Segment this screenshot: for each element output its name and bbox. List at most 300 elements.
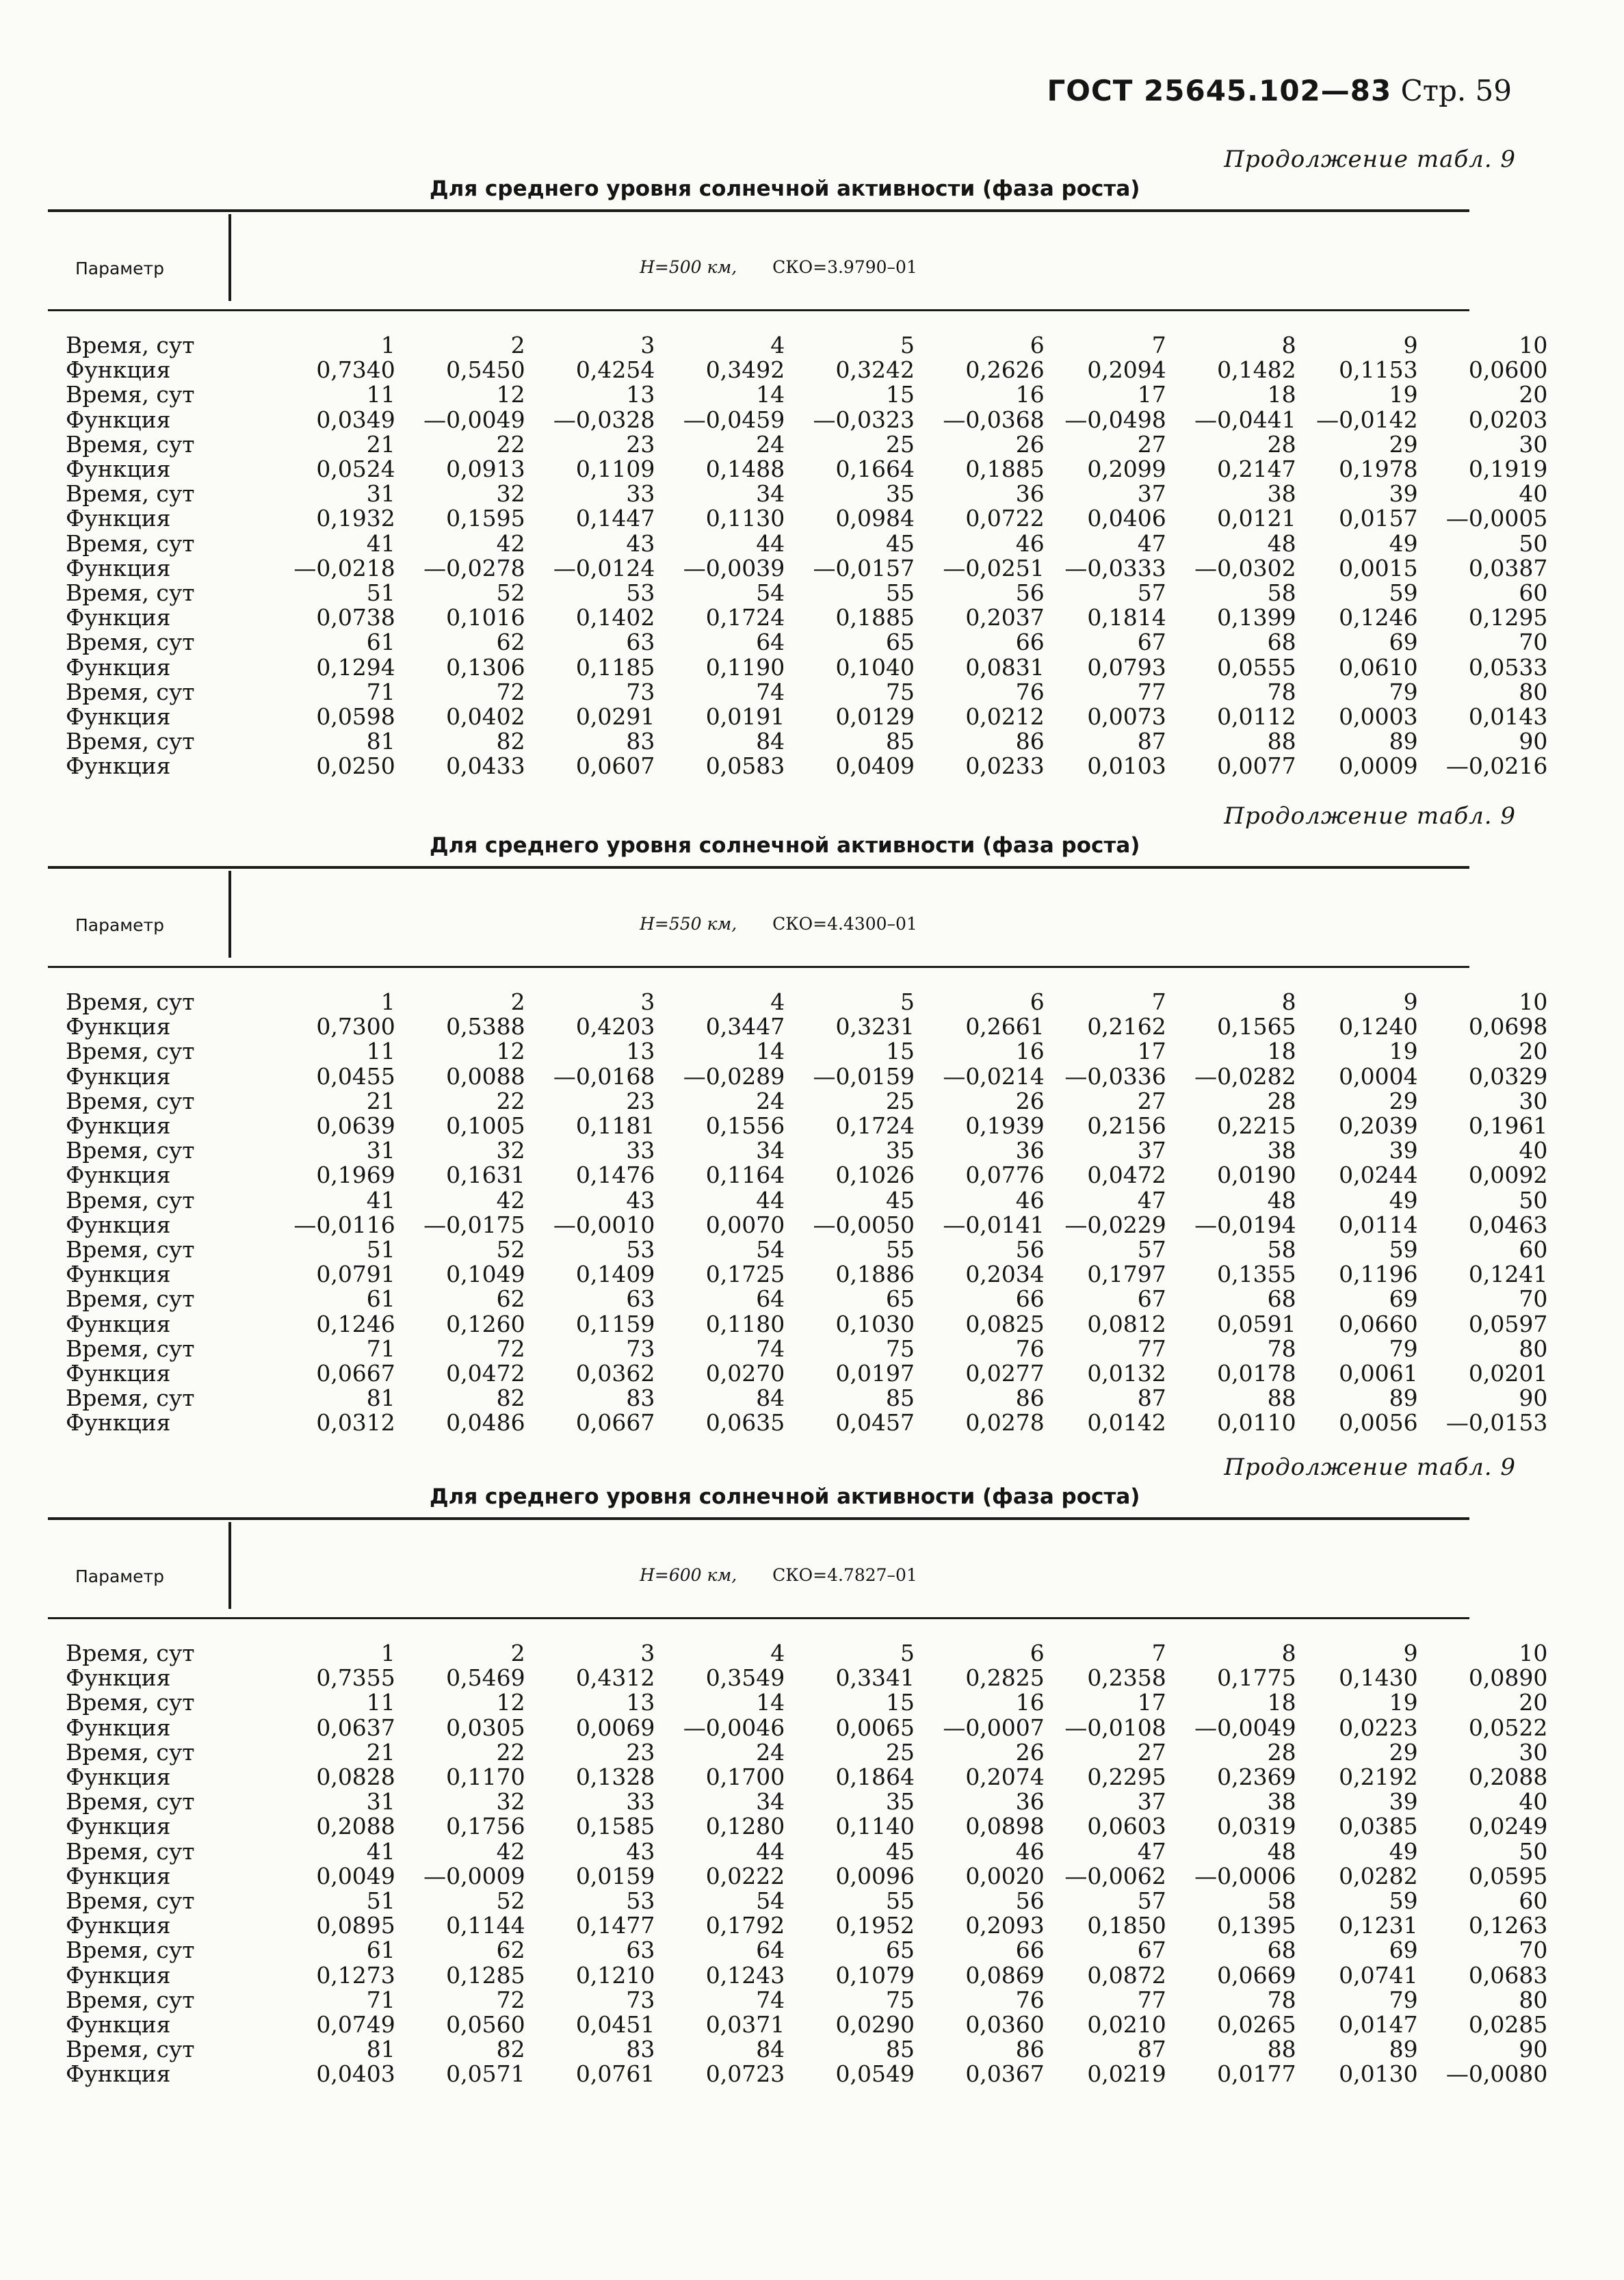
- table-row: [66, 1411, 1553, 1435]
- table-cell: 85: [885, 1385, 915, 1412]
- table-cell: 0,0831: [965, 653, 1045, 681]
- table-cell: 0,3242: [835, 356, 915, 384]
- table-cell: 0,0872: [1087, 1961, 1166, 1989]
- row-label: Функция: [66, 505, 171, 532]
- table-cell: 30: [1519, 1087, 1548, 1114]
- table-cell: 0,1409: [575, 1261, 655, 1288]
- table-cell: 46: [1015, 1186, 1045, 1214]
- row-label: Функция: [66, 406, 171, 433]
- row-label: Время, сут: [66, 728, 195, 755]
- table-cell: 0,0598: [316, 703, 395, 731]
- table-cell: 0,0210: [1087, 2011, 1166, 2039]
- table-cell: 11: [366, 1689, 395, 1716]
- table-cell: 0,0077: [1217, 752, 1296, 780]
- table-cell: 0,0129: [835, 703, 915, 731]
- table-cell: 39: [1389, 1137, 1418, 1164]
- table-cell: 0,0201: [1468, 1360, 1548, 1387]
- table-cell: 45: [885, 1186, 915, 1214]
- table-cell: 0,5469: [446, 1664, 525, 1692]
- table-cell: 0,2369: [1217, 1764, 1296, 1791]
- table-cell: 0,1243: [705, 1961, 785, 1989]
- table-cell: 0,0070: [705, 1211, 785, 1238]
- table-cell: 11: [366, 381, 395, 408]
- table-cell: 36: [1015, 1788, 1045, 1816]
- table-cell: 64: [756, 1285, 785, 1313]
- table-cell: 0,1700: [705, 1764, 785, 1791]
- table-cell: 0,1159: [575, 1310, 655, 1337]
- table-cell: 0,1153: [1339, 356, 1418, 384]
- table-cell: 0,1850: [1087, 1912, 1166, 1939]
- table-cell: 70: [1519, 1285, 1548, 1313]
- table-cell: 0,0159: [575, 1862, 655, 1889]
- table-cell: 83: [626, 728, 655, 755]
- table-cell: 12: [496, 1038, 525, 1065]
- table-cell: 13: [626, 381, 655, 408]
- table-cell: 0,0722: [965, 505, 1045, 532]
- table-cell: 1: [380, 332, 395, 358]
- table-cell: 0,1231: [1339, 1912, 1418, 1939]
- row-label: Функция: [66, 1261, 171, 1288]
- table-cell: 0,0738: [316, 604, 395, 631]
- table-cell: 0,0385: [1339, 1813, 1418, 1840]
- table-cell: 66: [1015, 1285, 1045, 1313]
- table-top-rule: [48, 1517, 1469, 1520]
- table-cell: 0,1725: [705, 1261, 785, 1288]
- table-cell: 0,1328: [575, 1764, 655, 1791]
- row-label: Функция: [66, 356, 171, 384]
- table-cell: 47: [1137, 1186, 1166, 1214]
- table-cell: 0,1919: [1468, 456, 1548, 483]
- table-cell: 22: [496, 430, 525, 458]
- table-cell: 21: [366, 1738, 395, 1766]
- table-cell: —0,0251: [943, 554, 1045, 581]
- table-cell: —0,0010: [553, 1211, 655, 1238]
- table-cell: 22: [496, 1087, 525, 1114]
- table-cell: 70: [1519, 1937, 1548, 1964]
- table-cell: 88: [1267, 1385, 1296, 1412]
- table-cell: 4: [770, 332, 785, 358]
- table-cell: —0,0229: [1064, 1211, 1166, 1238]
- table-cell: —0,0302: [1194, 554, 1296, 581]
- table-cell: 27: [1137, 1087, 1166, 1114]
- continuation-note: Продолжение табл. 9: [1224, 802, 1516, 830]
- table-cell: 41: [366, 529, 395, 557]
- table-cell: 0,0455: [316, 1062, 395, 1090]
- table-cell: 19: [1389, 381, 1418, 408]
- table-row: [66, 1814, 1553, 1839]
- table-row: [66, 754, 1553, 778]
- table-cell: 42: [496, 1186, 525, 1214]
- table-cell: 86: [1015, 728, 1045, 755]
- table-cell: 83: [626, 1385, 655, 1412]
- table-cell: 15: [885, 1038, 915, 1065]
- table-cell: 0,1932: [316, 505, 395, 532]
- table-row: [66, 1361, 1553, 1386]
- table-cell: 37: [1137, 1788, 1166, 1816]
- table-cell: 0,1939: [965, 1112, 1045, 1140]
- table-cell: 59: [1389, 1887, 1418, 1915]
- table-cell: 0,0583: [705, 752, 785, 780]
- table-cell: 0,0387: [1468, 554, 1548, 581]
- table-cell: 85: [885, 2036, 915, 2063]
- table-cell: 87: [1137, 1385, 1166, 1412]
- table-cell: 66: [1015, 629, 1045, 656]
- table-cell: 38: [1267, 1788, 1296, 1816]
- table-cell: 0,3341: [835, 1664, 915, 1692]
- table-cell: 0,1005: [446, 1112, 525, 1140]
- table-cell: 35: [885, 1788, 915, 1816]
- table-row: [66, 2013, 1553, 2037]
- row-label: Время, сут: [66, 1689, 195, 1716]
- table-cell: 0,1961: [1468, 1112, 1548, 1140]
- table-cell: 0,1886: [835, 1261, 915, 1288]
- table-cell: 0,0472: [1087, 1162, 1166, 1189]
- table-cell: 0,0130: [1339, 2060, 1418, 2088]
- table-cell: 0,1285: [446, 1961, 525, 1989]
- table-cell: 48: [1267, 1186, 1296, 1214]
- standard-number: ГОСТ 25645.102—83: [1047, 74, 1392, 107]
- table-cell: 80: [1519, 678, 1548, 705]
- table-cell: 13: [626, 1038, 655, 1065]
- table-cell: 30: [1519, 1738, 1548, 1766]
- table-cell: 85: [885, 728, 915, 755]
- table-cell: 10: [1519, 988, 1548, 1015]
- table-cell: 0,0114: [1339, 1211, 1418, 1238]
- table-cell: 0,0143: [1468, 703, 1548, 731]
- table-cell: 53: [626, 1887, 655, 1915]
- table-row: [66, 382, 1553, 407]
- table-cell: —0,0194: [1194, 1211, 1296, 1238]
- table-cell: 0,1488: [705, 456, 785, 483]
- table-cell: 63: [626, 1937, 655, 1964]
- row-label: Функция: [66, 2060, 171, 2088]
- table-cell: 84: [756, 1385, 785, 1412]
- table-cell: 40: [1519, 1788, 1548, 1816]
- table-cell: —0,0218: [293, 554, 395, 581]
- table-cell: —0,0289: [683, 1062, 785, 1090]
- table-cell: 34: [756, 1788, 785, 1816]
- table-cell: 66: [1015, 1937, 1045, 1964]
- table-cell: 0,0749: [316, 2011, 395, 2039]
- table-cell: 32: [496, 1788, 525, 1816]
- row-label: Функция: [66, 2011, 171, 2039]
- table-cell: 33: [626, 1137, 655, 1164]
- table-cell: 90: [1519, 1385, 1548, 1412]
- table-cell: 0,0371: [705, 2011, 785, 2039]
- table-cell: 0,0600: [1468, 356, 1548, 384]
- table-cell: 0,0191: [705, 703, 785, 731]
- table-cell: 15: [885, 1689, 915, 1716]
- row-label: Функция: [66, 1764, 171, 1791]
- table-cell: —0,0009: [423, 1862, 525, 1889]
- table-cell: 0,0061: [1339, 1360, 1418, 1387]
- table-cell: 32: [496, 480, 525, 508]
- table-cell: —0,0336: [1064, 1062, 1166, 1090]
- table-cell: 76: [1015, 1335, 1045, 1362]
- table-cell: 78: [1267, 678, 1296, 705]
- table-cell: 37: [1137, 480, 1166, 508]
- table-cell: 54: [756, 579, 785, 607]
- table-cell: 88: [1267, 2036, 1296, 2063]
- table-cell: 75: [885, 678, 915, 705]
- table-cell: 0,0349: [316, 406, 395, 433]
- table-row: [66, 1889, 1553, 1913]
- table-cell: 56: [1015, 1236, 1045, 1263]
- table-cell: 49: [1389, 1186, 1418, 1214]
- row-label: Функция: [66, 1714, 171, 1741]
- table-cell: 77: [1137, 678, 1166, 705]
- table-cell: 57: [1137, 1236, 1166, 1263]
- table-cell: 77: [1137, 1335, 1166, 1362]
- table-row: [66, 358, 1553, 382]
- table-cell: 0,0003: [1339, 703, 1418, 731]
- table-cell: 73: [626, 678, 655, 705]
- param-header: Параметр: [75, 259, 164, 278]
- table-cell: 25: [885, 430, 915, 458]
- table-cell: —0,0116: [293, 1211, 395, 1238]
- table-cell: 0,0282: [1339, 1862, 1418, 1889]
- table-cell: 0,1797: [1087, 1261, 1166, 1288]
- table-cell: 50: [1519, 529, 1548, 557]
- table-cell: 82: [496, 1385, 525, 1412]
- table-cell: 0,1631: [446, 1162, 525, 1189]
- table-cell: 0,0132: [1087, 1360, 1166, 1387]
- table-cell: 0,5450: [446, 356, 525, 384]
- row-label: Функция: [66, 604, 171, 631]
- table-cell: 79: [1389, 678, 1418, 705]
- table-row: [66, 1337, 1553, 1361]
- table-cell: —0,0159: [813, 1062, 915, 1090]
- table-cell: 0,0406: [1087, 505, 1166, 532]
- table-cell: 36: [1015, 1137, 1045, 1164]
- table-cell: 9: [1403, 1640, 1418, 1666]
- param-header: Параметр: [75, 1567, 164, 1586]
- table-cell: 62: [496, 1285, 525, 1313]
- table-cell: 68: [1267, 629, 1296, 656]
- table-cell: 0,2825: [965, 1664, 1045, 1692]
- table-cell: 0,0913: [446, 456, 525, 483]
- row-label: Функция: [66, 554, 171, 581]
- table-cell: 0,1664: [835, 456, 915, 483]
- row-label: Время, сут: [66, 1788, 195, 1816]
- table-cell: 7: [1151, 988, 1166, 1015]
- table-cell: 0,1246: [316, 1310, 395, 1337]
- table-cell: 0,1477: [575, 1912, 655, 1939]
- table-cell: 31: [366, 1788, 395, 1816]
- table-cell: 0,0457: [835, 1409, 915, 1437]
- row-label: Функция: [66, 1409, 171, 1437]
- table-cell: —0,0007: [943, 1714, 1045, 1741]
- table-cell: 23: [626, 1087, 655, 1114]
- table-cell: 2: [510, 332, 525, 358]
- table-cell: 20: [1519, 1038, 1548, 1065]
- table-cell: 68: [1267, 1937, 1296, 1964]
- table-cell: 51: [366, 579, 395, 607]
- table-cell: 0,2088: [1468, 1764, 1548, 1791]
- table-header: [231, 257, 1469, 277]
- table-cell: 0,1246: [1339, 604, 1418, 631]
- table-cell: 59: [1389, 1236, 1418, 1263]
- table-row: [66, 1740, 1553, 1765]
- table-row: [66, 1790, 1553, 1814]
- table-cell: 0,0362: [575, 1360, 655, 1387]
- table-cell: 76: [1015, 1986, 1045, 2013]
- row-label: Функция: [66, 456, 171, 483]
- table-cell: 47: [1137, 529, 1166, 557]
- table-cell: 0,1556: [705, 1112, 785, 1140]
- table-cell: 33: [626, 1788, 655, 1816]
- table-cell: 0,1180: [705, 1310, 785, 1337]
- table-cell: 0,0110: [1217, 1409, 1296, 1437]
- table-cell: 0,1864: [835, 1764, 915, 1791]
- table-cell: 3: [640, 1640, 655, 1666]
- table-cell: 0,0660: [1339, 1310, 1418, 1337]
- table-cell: 82: [496, 728, 525, 755]
- table-cell: 0,1040: [835, 653, 915, 681]
- table-cell: 1: [380, 988, 395, 1015]
- table-cell: 0,7300: [316, 1013, 395, 1040]
- table-cell: 71: [366, 1986, 395, 2013]
- table-row: [66, 1938, 1553, 1963]
- table-cell: 51: [366, 1236, 395, 1263]
- row-label: Время, сут: [66, 1837, 195, 1865]
- table-cell: 0,1144: [446, 1912, 525, 1939]
- table-cell: 74: [756, 1986, 785, 2013]
- table-cell: 0,0793: [1087, 653, 1166, 681]
- table-cell: 29: [1389, 1738, 1418, 1766]
- table-cell: 0,0828: [316, 1764, 395, 1791]
- table-cell: 84: [756, 728, 785, 755]
- table-cell: 61: [366, 1937, 395, 1964]
- table-cell: 19: [1389, 1038, 1418, 1065]
- table-cell: 0,0486: [446, 1409, 525, 1437]
- table-cell: 0,0244: [1339, 1162, 1418, 1189]
- table-cell: 63: [626, 629, 655, 656]
- table-cell: 0,0020: [965, 1862, 1045, 1889]
- table-cell: 0,2156: [1087, 1112, 1166, 1140]
- table-cell: 0,1049: [446, 1261, 525, 1288]
- table-cell: 0,1885: [965, 456, 1045, 483]
- table-cell: 47: [1137, 1837, 1166, 1865]
- table-cell: 0,0403: [316, 2060, 395, 2088]
- table-cell: 23: [626, 1738, 655, 1766]
- table-row: [66, 1262, 1553, 1287]
- table-cell: 0,1792: [705, 1912, 785, 1939]
- table-cell: 72: [496, 1986, 525, 2013]
- table-cell: 69: [1389, 629, 1418, 656]
- table-cell: —0,0108: [1064, 1714, 1166, 1741]
- table-row: [66, 655, 1553, 680]
- table-top-rule: [48, 209, 1469, 212]
- table-cell: —0,0278: [423, 554, 525, 581]
- table-cell: 0,0555: [1217, 653, 1296, 681]
- table-cell: 0,2034: [965, 1261, 1045, 1288]
- table-cell: 38: [1267, 1137, 1296, 1164]
- sko-label: СКО=4.7827–01: [772, 1565, 917, 1585]
- table-cell: 75: [885, 1986, 915, 2013]
- table-cell: 0,1885: [835, 604, 915, 631]
- table-cell: 4: [770, 1640, 785, 1666]
- table-cell: 0,0065: [835, 1714, 915, 1741]
- table-section: [0, 802, 1624, 1459]
- table-cell: 45: [885, 529, 915, 557]
- table-cell: —0,0124: [553, 554, 655, 581]
- table-cell: —0,0216: [1445, 752, 1548, 780]
- table-cell: 87: [1137, 2036, 1166, 2063]
- row-label: Время, сут: [66, 1986, 195, 2013]
- table-cell: 28: [1267, 1738, 1296, 1766]
- table-row: [66, 1963, 1553, 1988]
- table-cell: 43: [626, 1837, 655, 1865]
- table-cell: 83: [626, 2036, 655, 2063]
- row-label: Время, сут: [66, 1087, 195, 1114]
- table-cell: 36: [1015, 480, 1045, 508]
- table-cell: 80: [1519, 1335, 1548, 1362]
- table-cell: 0,4203: [575, 1013, 655, 1040]
- table-cell: 0,1026: [835, 1162, 915, 1189]
- table-cell: 0,0177: [1217, 2060, 1296, 2088]
- table-cell: 0,0249: [1468, 1813, 1548, 1840]
- table-cell: 0,0121: [1217, 505, 1296, 532]
- table-cell: 0,1140: [835, 1813, 915, 1840]
- table-cell: 0,1476: [575, 1162, 655, 1189]
- table-cell: 16: [1015, 1038, 1045, 1065]
- table-cell: 60: [1519, 1887, 1548, 1915]
- table-cell: 51: [366, 1887, 395, 1915]
- table-cell: 0,1952: [835, 1912, 915, 1939]
- row-label: Функция: [66, 703, 171, 731]
- table-cell: 84: [756, 2036, 785, 2063]
- table-cell: 0,2074: [965, 1764, 1045, 1791]
- table-cell: 29: [1389, 430, 1418, 458]
- table-cell: 24: [756, 1087, 785, 1114]
- table-cell: 64: [756, 1937, 785, 1964]
- table-cell: —0,0049: [1194, 1714, 1296, 1741]
- table-cell: 5: [900, 988, 915, 1015]
- table-row: [66, 1641, 1553, 1666]
- table-cell: 0,1109: [575, 456, 655, 483]
- table-cell: 0,0212: [965, 703, 1045, 731]
- table-cell: 27: [1137, 430, 1166, 458]
- table-cell: 0,0669: [1217, 1961, 1296, 1989]
- table-cell: 0,1190: [705, 653, 785, 681]
- table-cell: 0,0560: [446, 2011, 525, 2039]
- table-cell: 7: [1151, 1640, 1166, 1666]
- row-label: Время, сут: [66, 1038, 195, 1065]
- table-cell: 0,0190: [1217, 1162, 1296, 1189]
- row-label: Функция: [66, 1062, 171, 1090]
- table-cell: 49: [1389, 529, 1418, 557]
- table-cell: 79: [1389, 1986, 1418, 2013]
- row-label: Время, сут: [66, 1335, 195, 1362]
- table-row: [66, 1114, 1553, 1138]
- table-cell: 0,0277: [965, 1360, 1045, 1387]
- table-cell: 0,2088: [316, 1813, 395, 1840]
- page-number: Стр. 59: [1400, 74, 1512, 107]
- table-cell: —0,0368: [943, 406, 1045, 433]
- table-cell: 43: [626, 1186, 655, 1214]
- table-cell: 0,0233: [965, 752, 1045, 780]
- table-cell: 40: [1519, 1137, 1548, 1164]
- table-cell: —0,0005: [1445, 505, 1548, 532]
- table-cell: 0,0290: [835, 2011, 915, 2039]
- table-cell: 6: [1030, 332, 1045, 358]
- table-cell: 0,0088: [446, 1062, 525, 1090]
- table-cell: 72: [496, 1335, 525, 1362]
- table-cell: 0,1164: [705, 1162, 785, 1189]
- table-row: [66, 705, 1553, 729]
- table-cell: 39: [1389, 480, 1418, 508]
